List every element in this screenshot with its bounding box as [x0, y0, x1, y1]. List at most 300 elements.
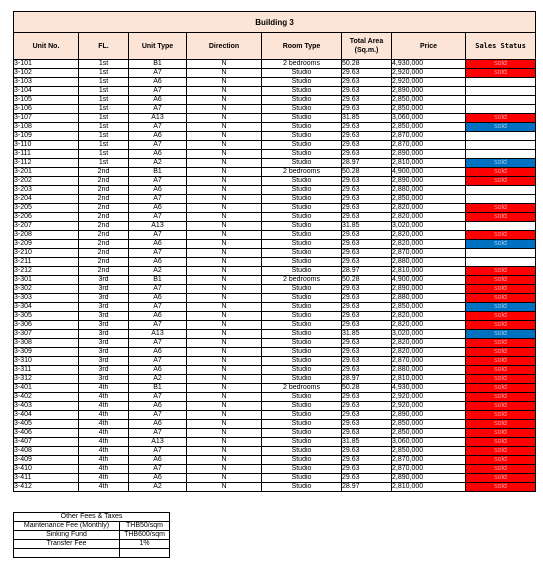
floor-cell: 2nd	[79, 222, 129, 231]
room-type-cell: Studio	[262, 222, 342, 231]
price-cell: 2,810,000	[392, 483, 466, 492]
sales-status-cell: sold	[466, 357, 536, 366]
room-type-cell: Studio	[262, 132, 342, 141]
unit-no-cell: 3-207	[14, 222, 79, 231]
unit-type-cell: A7	[129, 249, 187, 258]
room-type-cell: Studio	[262, 465, 342, 474]
table-row	[14, 393, 536, 402]
floor-cell: 3rd	[79, 321, 129, 330]
unit-type-cell: A7	[129, 177, 187, 186]
total-area-cell: 29.63	[342, 123, 392, 132]
unit-no-cell: 3-403	[14, 402, 79, 411]
unit-no-cell: 3-202	[14, 177, 79, 186]
unit-type-cell: B1	[129, 168, 187, 177]
fee-value: THB600/sqm	[120, 531, 170, 540]
table-row	[14, 204, 536, 213]
table-row	[14, 474, 536, 483]
table-row	[14, 60, 536, 69]
unit-no-cell: 3-306	[14, 321, 79, 330]
sales-status-cell: sold	[466, 321, 536, 330]
direction-cell: N	[187, 150, 262, 159]
total-area-cell: 29.63	[342, 105, 392, 114]
unit-type-cell: A7	[129, 357, 187, 366]
table-row	[14, 366, 536, 375]
sales-status-cell: sold	[466, 393, 536, 402]
total-area-cell: 28.97	[342, 267, 392, 276]
price-cell: 2,880,000	[392, 186, 466, 195]
unit-type-cell: A13	[129, 114, 187, 123]
room-type-cell: Studio	[262, 393, 342, 402]
col-total-area	[342, 33, 392, 60]
room-type-cell: Studio	[262, 96, 342, 105]
sales-status-cell: sold	[466, 411, 536, 420]
sales-status-cell: sold	[466, 438, 536, 447]
floor-cell: 2nd	[79, 177, 129, 186]
table-row	[14, 141, 536, 150]
sales-status-cell: sold	[466, 213, 536, 222]
total-area-cell: 28.97	[342, 483, 392, 492]
table-row	[14, 330, 536, 339]
price-cell: 2,850,000	[392, 303, 466, 312]
fee-label: Transfer Fee	[14, 540, 120, 549]
unit-type-cell: A7	[129, 87, 187, 96]
room-type-cell: Studio	[262, 87, 342, 96]
room-type-cell: Studio	[262, 123, 342, 132]
col-unit-no: Unit No.	[14, 33, 79, 60]
unit-type-cell: A7	[129, 465, 187, 474]
floor-cell: 4th	[79, 483, 129, 492]
direction-cell: N	[187, 330, 262, 339]
total-area-cell: 29.63	[342, 258, 392, 267]
unit-type-cell: A7	[129, 303, 187, 312]
direction-cell: N	[187, 321, 262, 330]
total-area-cell: 29.63	[342, 393, 392, 402]
price-cell: 2,850,000	[392, 447, 466, 456]
sales-status-cell: sold	[466, 330, 536, 339]
total-area-cell: 29.63	[342, 303, 392, 312]
sales-status-cell: sold	[466, 60, 536, 69]
floor-cell: 1st	[79, 141, 129, 150]
table-row	[14, 258, 536, 267]
unit-type-cell: A6	[129, 150, 187, 159]
table-row	[14, 195, 536, 204]
direction-cell: N	[187, 123, 262, 132]
price-cell: 3,060,000	[392, 114, 466, 123]
direction-cell: N	[187, 348, 262, 357]
price-cell: 3,020,000	[392, 330, 466, 339]
total-area-cell: 29.63	[342, 402, 392, 411]
sales-status-cell: sold	[466, 276, 536, 285]
price-cell: 4,900,000	[392, 276, 466, 285]
floor-cell: 3rd	[79, 312, 129, 321]
floor-cell: 2nd	[79, 213, 129, 222]
unit-no-cell: 3-401	[14, 384, 79, 393]
direction-cell: N	[187, 240, 262, 249]
total-area-cell: 29.63	[342, 312, 392, 321]
direction-cell: N	[187, 357, 262, 366]
price-cell: 2,920,000	[392, 393, 466, 402]
floor-cell: 4th	[79, 384, 129, 393]
table-row	[14, 357, 536, 366]
table-row	[14, 78, 536, 87]
sales-status-cell: sold	[466, 159, 536, 168]
unit-no-cell: 3-211	[14, 258, 79, 267]
price-cell: 3,020,000	[392, 222, 466, 231]
unit-no-cell: 3-312	[14, 375, 79, 384]
table-row	[14, 411, 536, 420]
unit-no-cell: 3-410	[14, 465, 79, 474]
room-type-cell: Studio	[262, 105, 342, 114]
room-type-cell: 2 bedrooms	[262, 168, 342, 177]
sales-status-cell: sold	[466, 420, 536, 429]
fee-label: Maintenance Fee (Monthly)	[14, 522, 120, 531]
sales-status-cell: sold	[466, 312, 536, 321]
floor-cell: 1st	[79, 105, 129, 114]
floor-cell: 1st	[79, 150, 129, 159]
table-row	[14, 465, 536, 474]
price-cell: 2,870,000	[392, 141, 466, 150]
unit-type-cell: A2	[129, 159, 187, 168]
fee-label: Sinking Fund	[14, 531, 120, 540]
price-cell: 2,850,000	[392, 123, 466, 132]
floor-cell: 2nd	[79, 168, 129, 177]
price-cell: 2,810,000	[392, 159, 466, 168]
unit-no-cell: 3-105	[14, 96, 79, 105]
total-area-cell: 29.63	[342, 465, 392, 474]
floor-cell: 1st	[79, 123, 129, 132]
table-row	[14, 150, 536, 159]
floor-cell: 2nd	[79, 258, 129, 267]
unit-type-cell: A6	[129, 420, 187, 429]
unit-type-cell: A6	[129, 204, 187, 213]
sales-status-cell: sold	[466, 303, 536, 312]
unit-no-cell: 3-112	[14, 159, 79, 168]
direction-cell: N	[187, 366, 262, 375]
room-type-cell: Studio	[262, 249, 342, 258]
floor-cell: 1st	[79, 78, 129, 87]
unit-type-cell: A13	[129, 330, 187, 339]
price-cell: 2,920,000	[392, 78, 466, 87]
sales-status-cell: sold	[466, 231, 536, 240]
table-row	[14, 402, 536, 411]
price-cell: 2,810,000	[392, 267, 466, 276]
total-area-cell: 29.63	[342, 420, 392, 429]
room-type-cell: Studio	[262, 258, 342, 267]
direction-cell: N	[187, 213, 262, 222]
direction-cell: N	[187, 177, 262, 186]
unit-type-cell: A13	[129, 438, 187, 447]
total-area-cell: 50.28	[342, 384, 392, 393]
sales-status-cell: sold	[466, 348, 536, 357]
room-type-cell: Studio	[262, 285, 342, 294]
unit-no-cell: 3-405	[14, 420, 79, 429]
unit-type-cell: B1	[129, 60, 187, 69]
sales-status-cell: sold	[466, 474, 536, 483]
room-type-cell: Studio	[262, 411, 342, 420]
fee-empty-cell	[120, 549, 170, 558]
unit-no-cell: 3-301	[14, 276, 79, 285]
total-area-cell: 29.63	[342, 150, 392, 159]
room-type-cell: Studio	[262, 294, 342, 303]
price-cell: 2,870,000	[392, 357, 466, 366]
direction-cell: N	[187, 276, 262, 285]
table-row	[14, 249, 536, 258]
room-type-cell: Studio	[262, 375, 342, 384]
table-row	[14, 429, 536, 438]
total-area-cell: 29.63	[342, 186, 392, 195]
table-row	[14, 447, 536, 456]
table-row	[14, 285, 536, 294]
table-row	[14, 114, 536, 123]
price-cell: 2,820,000	[392, 312, 466, 321]
col-room-type: Room Type	[262, 33, 342, 60]
price-cell: 2,880,000	[392, 366, 466, 375]
unit-no-cell: 3-209	[14, 240, 79, 249]
sales-status-cell: sold	[466, 402, 536, 411]
direction-cell: N	[187, 69, 262, 78]
unit-no-cell: 3-110	[14, 141, 79, 150]
total-area-cell: 29.63	[342, 348, 392, 357]
table-row	[14, 177, 536, 186]
unit-type-cell: A7	[129, 141, 187, 150]
unit-type-cell: A6	[129, 474, 187, 483]
unit-type-cell: A2	[129, 483, 187, 492]
direction-cell: N	[187, 474, 262, 483]
price-cell: 2,810,000	[392, 375, 466, 384]
floor-cell: 4th	[79, 456, 129, 465]
col-direction: Direction	[187, 33, 262, 60]
floor-cell: 4th	[79, 438, 129, 447]
price-cell: 2,850,000	[392, 96, 466, 105]
floor-cell: 1st	[79, 60, 129, 69]
direction-cell: N	[187, 483, 262, 492]
room-type-cell: Studio	[262, 321, 342, 330]
unit-type-cell: A7	[129, 69, 187, 78]
unit-no-cell: 3-404	[14, 411, 79, 420]
unit-no-cell: 3-203	[14, 186, 79, 195]
unit-type-cell: A7	[129, 321, 187, 330]
unit-type-cell: A7	[129, 411, 187, 420]
unit-type-cell: A6	[129, 96, 187, 105]
price-cell: 2,890,000	[392, 177, 466, 186]
unit-no-cell: 3-104	[14, 87, 79, 96]
floor-cell: 2nd	[79, 231, 129, 240]
total-area-cell: 29.63	[342, 339, 392, 348]
total-area-cell: 29.63	[342, 447, 392, 456]
price-cell: 2,920,000	[392, 69, 466, 78]
unit-type-cell: A7	[129, 195, 187, 204]
room-type-cell: 2 bedrooms	[262, 384, 342, 393]
room-type-cell: Studio	[262, 141, 342, 150]
table-row	[14, 168, 536, 177]
table-row	[14, 321, 536, 330]
sales-status-cell: sold	[466, 384, 536, 393]
col-floor: FL.	[79, 33, 129, 60]
room-type-cell: Studio	[262, 348, 342, 357]
sales-status-cell: sold	[466, 375, 536, 384]
total-area-cell: 29.63	[342, 429, 392, 438]
table-row	[14, 105, 536, 114]
total-area-cell: 29.63	[342, 249, 392, 258]
unit-no-cell: 3-208	[14, 231, 79, 240]
unit-no-cell: 3-101	[14, 60, 79, 69]
direction-cell: N	[187, 114, 262, 123]
direction-cell: N	[187, 168, 262, 177]
unit-type-cell: B1	[129, 276, 187, 285]
total-area-cell: 29.63	[342, 78, 392, 87]
sales-status-cell	[466, 150, 536, 159]
table-row	[14, 312, 536, 321]
direction-cell: N	[187, 393, 262, 402]
direction-cell: N	[187, 375, 262, 384]
floor-cell: 4th	[79, 393, 129, 402]
unit-type-cell: A7	[129, 285, 187, 294]
unit-type-cell: A6	[129, 348, 187, 357]
unit-no-cell: 3-302	[14, 285, 79, 294]
unit-type-cell: A7	[129, 105, 187, 114]
sales-status-cell	[466, 87, 536, 96]
price-cell: 2,820,000	[392, 213, 466, 222]
floor-cell: 4th	[79, 447, 129, 456]
room-type-cell: Studio	[262, 429, 342, 438]
room-type-cell: Studio	[262, 78, 342, 87]
room-type-cell: Studio	[262, 186, 342, 195]
total-area-cell: 29.63	[342, 366, 392, 375]
floor-cell: 4th	[79, 420, 129, 429]
sales-status-cell	[466, 195, 536, 204]
room-type-cell: Studio	[262, 438, 342, 447]
sales-status-cell: sold	[466, 285, 536, 294]
price-cell: 2,870,000	[392, 132, 466, 141]
sales-status-cell: sold	[466, 366, 536, 375]
unit-no-cell: 3-201	[14, 168, 79, 177]
floor-cell: 3rd	[79, 285, 129, 294]
floor-cell: 4th	[79, 411, 129, 420]
price-cell: 2,870,000	[392, 456, 466, 465]
direction-cell: N	[187, 159, 262, 168]
room-type-cell: Studio	[262, 213, 342, 222]
sales-status-cell: sold	[466, 465, 536, 474]
room-type-cell: Studio	[262, 240, 342, 249]
sales-status-cell	[466, 105, 536, 114]
room-type-cell: Studio	[262, 420, 342, 429]
table-row	[14, 483, 536, 492]
direction-cell: N	[187, 384, 262, 393]
direction-cell: N	[187, 312, 262, 321]
price-cell: 2,820,000	[392, 231, 466, 240]
total-area-cell: 29.63	[342, 240, 392, 249]
sales-status-cell	[466, 132, 536, 141]
unit-no-cell: 3-204	[14, 195, 79, 204]
unit-no-cell: 3-407	[14, 438, 79, 447]
total-area-cell: 50.28	[342, 168, 392, 177]
col-price: Price	[392, 33, 466, 60]
sales-status-cell: sold	[466, 168, 536, 177]
direction-cell: N	[187, 429, 262, 438]
total-area-cell: 31.85	[342, 330, 392, 339]
table-row	[14, 420, 536, 429]
floor-cell: 2nd	[79, 204, 129, 213]
price-cell: 2,820,000	[392, 321, 466, 330]
room-type-cell: Studio	[262, 312, 342, 321]
direction-cell: N	[187, 132, 262, 141]
unit-no-cell: 3-311	[14, 366, 79, 375]
sales-status-cell: sold	[466, 123, 536, 132]
total-area-cell: 29.63	[342, 321, 392, 330]
total-area-cell: 29.63	[342, 132, 392, 141]
floor-cell: 2nd	[79, 267, 129, 276]
table-row	[14, 213, 536, 222]
room-type-cell: Studio	[262, 204, 342, 213]
floor-cell: 2nd	[79, 186, 129, 195]
unit-type-cell: A7	[129, 123, 187, 132]
unit-type-cell: A7	[129, 429, 187, 438]
table-row	[14, 276, 536, 285]
price-cell: 4,930,000	[392, 384, 466, 393]
price-cell: 2,850,000	[392, 195, 466, 204]
unit-no-cell: 3-406	[14, 429, 79, 438]
unit-no-cell: 3-108	[14, 123, 79, 132]
fee-value: THB50/sqm	[120, 522, 170, 531]
table-row	[14, 456, 536, 465]
total-area-cell: 28.97	[342, 159, 392, 168]
unit-type-cell: A6	[129, 456, 187, 465]
unit-type-cell: B1	[129, 384, 187, 393]
floor-cell: 3rd	[79, 339, 129, 348]
direction-cell: N	[187, 267, 262, 276]
direction-cell: N	[187, 105, 262, 114]
unit-no-cell: 3-308	[14, 339, 79, 348]
direction-cell: N	[187, 285, 262, 294]
fees-title: Other Fees & Taxes	[14, 513, 170, 522]
unit-no-cell: 3-309	[14, 348, 79, 357]
unit-no-cell: 3-307	[14, 330, 79, 339]
floor-cell: 1st	[79, 114, 129, 123]
unit-no-cell: 3-111	[14, 150, 79, 159]
total-area-cell: 29.63	[342, 357, 392, 366]
price-cell: 2,820,000	[392, 204, 466, 213]
total-area-cell: 29.63	[342, 474, 392, 483]
room-type-cell: Studio	[262, 483, 342, 492]
floor-cell: 3rd	[79, 276, 129, 285]
total-area-cell: 29.63	[342, 87, 392, 96]
total-area-cell: 29.63	[342, 285, 392, 294]
table-row	[14, 222, 536, 231]
direction-cell: N	[187, 258, 262, 267]
table-row	[14, 339, 536, 348]
price-cell: 2,890,000	[392, 411, 466, 420]
floor-cell: 3rd	[79, 303, 129, 312]
price-cell: 3,060,000	[392, 438, 466, 447]
unit-no-cell: 3-412	[14, 483, 79, 492]
room-type-cell: Studio	[262, 303, 342, 312]
sales-status-cell: sold	[466, 177, 536, 186]
unit-no-cell: 3-102	[14, 69, 79, 78]
unit-type-cell: A6	[129, 294, 187, 303]
total-area-cell: 31.85	[342, 222, 392, 231]
price-cell: 2,820,000	[392, 348, 466, 357]
sales-status-cell: sold	[466, 114, 536, 123]
floor-cell: 3rd	[79, 330, 129, 339]
price-cell: 2,820,000	[392, 240, 466, 249]
fee-value: 1%	[120, 540, 170, 549]
table-row	[14, 267, 536, 276]
sales-status-cell: sold	[466, 456, 536, 465]
room-type-cell: Studio	[262, 267, 342, 276]
table-row	[14, 438, 536, 447]
fees-table	[13, 512, 170, 558]
unit-no-cell: 3-206	[14, 213, 79, 222]
